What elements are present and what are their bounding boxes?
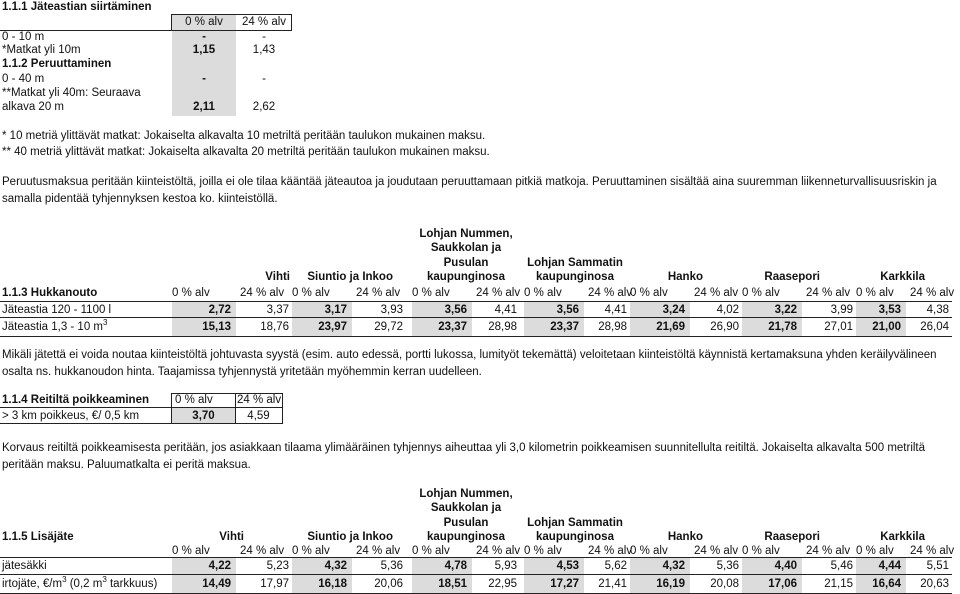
price-vat-24: 22,95 (488, 578, 517, 590)
price-vat-24: 26,90 (710, 321, 739, 333)
vat-0-header: 0 % alv (185, 16, 223, 28)
price-vat-24: 28,98 (598, 321, 627, 333)
price-vat-24: 26,04 (920, 321, 949, 333)
region-nummen: Lohjan Nummen, Saukkolan ja Pusulan kaupunginosa (419, 228, 513, 283)
vat-0-header: 0 % alv (172, 287, 210, 299)
divider (0, 423, 283, 424)
price-vat-24: 5,36 (380, 560, 403, 572)
divider (0, 336, 952, 337)
value-24: - (262, 73, 266, 85)
price-vat-0: 23,37 (550, 321, 579, 333)
region-hanko: Hanko (667, 531, 703, 543)
price-vat-0: 3,53 (878, 304, 901, 316)
vat-0-header: 0 % alv (412, 545, 450, 557)
vat-0-header: 0 % alv (172, 545, 210, 557)
price-vat-24: 17,97 (260, 578, 289, 590)
price-vat-24: 20,63 (920, 578, 949, 590)
value-0: - (202, 31, 206, 43)
vat-24-header: 24 % alv (694, 545, 739, 557)
price-vat-0: 4,53 (556, 560, 579, 572)
price-vat-24: 5,46 (830, 560, 853, 572)
divider (0, 557, 952, 558)
price-vat-24: 3,93 (380, 304, 403, 316)
price-vat-0: 2,72 (208, 304, 231, 316)
row-label: alkava 20 m (2, 101, 65, 113)
price-vat-24: 4,41 (604, 304, 627, 316)
route-note: Korvaus reitiltä poikkeamisesta peritään, jos asiakkaan tilaama ylimääräinen tyhjennys aiheuttaa yli 3,0 kilometrin poikkeamisen suunnitellulta reitiltä. Jokaiselta alkavalta 500 metriltä peritään maksu. Paluumatkalta ei peritä maksua. (2, 442, 926, 471)
region-sammatin: Lohjan Sammatin kaupunginosa (527, 517, 623, 544)
price-vat-0: 16,64 (872, 578, 901, 590)
price-vat-0: 3,17 (324, 304, 347, 316)
price-vat-24: 3,99 (830, 304, 853, 316)
price-vat-0: 23,97 (318, 321, 347, 333)
price-vat-0: 21,00 (872, 321, 901, 333)
price-vat-0: 4,40 (774, 560, 797, 572)
price-vat-24: 27,01 (824, 321, 853, 333)
value-0: - (202, 73, 206, 85)
region-siuntio: Siuntio ja Inkoo (307, 531, 393, 543)
region-vihti: Vihti (219, 531, 244, 543)
vat-24-header: 24 % alv (476, 545, 521, 557)
vat-0-header: 0 % alv (524, 287, 562, 299)
vat-0-header: 0 % alv (175, 394, 213, 406)
section-title-1-1-3: 1.1.3 Hukkanouto (2, 287, 98, 299)
divider (0, 407, 283, 408)
row-label: jätesäkki (2, 560, 47, 572)
vat-24-header: 24 % alv (588, 287, 633, 299)
reverse-note: Peruutusmaksua peritään kiinteistöltä, joilla ei ole tilaa kääntää jäteautoa ja joudutaan peruuttamaan pitkiä matkoja. Peruuttaminen sisältää aina suuremman liikenneturvallisuusriskin ja samalla pidentää tyhjennyksen kestoa ko. kiinteistöllä. (2, 176, 937, 205)
price-vat-0: 3,56 (444, 304, 467, 316)
price-vat-0: 18,51 (438, 578, 467, 590)
vat-24-header: 24 % alv (356, 287, 401, 299)
price-vat-24: 3,37 (266, 304, 289, 316)
vat-0-header: 0 % alv (856, 287, 894, 299)
row-label: 0 - 40 m (2, 73, 45, 85)
vat-0-header: 0 % alv (292, 545, 330, 557)
price-vat-0: 15,13 (202, 321, 231, 333)
price-vat-24: 29,72 (374, 321, 403, 333)
vat-24-header: 24 % alv (356, 545, 401, 557)
price-vat-24: 5,36 (716, 560, 739, 572)
vat-0-header: 0 % alv (742, 545, 780, 557)
price-vat-0: 16,18 (318, 578, 347, 590)
vat-0-header: 0 % alv (524, 545, 562, 557)
price-vat-24: 20,06 (374, 578, 403, 590)
price-vat-0: 23,37 (438, 321, 467, 333)
region-karkkila: Karkkila (880, 271, 925, 283)
divider (0, 317, 952, 318)
price-vat-24: 4,38 (926, 304, 949, 316)
region-vihti: Vihti (265, 271, 290, 283)
vat-24-header: 24 % alv (910, 287, 955, 299)
region-siuntio: Siuntio ja Inkoo (307, 271, 393, 283)
price-vat-0: 3,24 (662, 304, 685, 316)
price-vat-24: 18,76 (260, 321, 289, 333)
row-label: irtojäte, $€/m^3$ (0,2 $m^3$ tarkkuus) (2, 575, 158, 590)
price-vat-24: 5,93 (494, 560, 517, 572)
row-label: *Matkat yli 10m (2, 44, 81, 56)
section-title-1-1-5: 1.1.5 Lisäjäte (2, 531, 74, 543)
price-vat-0: 16,19 (656, 578, 685, 590)
region-hanko: Hanko (667, 271, 703, 283)
divider (282, 393, 283, 424)
price-vat-24: 5,23 (266, 560, 289, 572)
price-vat-0: 4,22 (208, 560, 231, 572)
divider (0, 301, 952, 302)
price-vat-24: 28,98 (488, 321, 517, 333)
price-vat-0: 21,69 (656, 321, 685, 333)
vat-0-header: 0 % alv (292, 287, 330, 299)
price-vat-24: 4,02 (716, 304, 739, 316)
vat-24-header: 24 % alv (806, 287, 851, 299)
price-vat-24: 21,41 (598, 578, 627, 590)
value-0: 1,15 (192, 44, 216, 56)
price-vat-0: 4,32 (324, 560, 347, 572)
region-nummen: Lohjan Nummen, Saukkolan ja Pusulan kaupunginosa (419, 488, 513, 543)
section-title-1-1-1: 1.1.1 Jäteastian siirtäminen (2, 1, 152, 13)
price-vat-24: 21,15 (824, 578, 853, 590)
region-sammatin: Lohjan Sammatin kaupunginosa (527, 257, 623, 284)
price-vat-0: 14,49 (202, 578, 231, 590)
section-title-1-1-2: 1.1.2 Peruuttaminen (2, 58, 112, 70)
hukkanouto-note: Mikäli jätettä ei voida noutaa kiinteistöltä johtuvasta syystä (esim. auto edessä, portti lukossa, lumityöt tekemättä) veloitetaan kiinteistöltä käynnistä kertamaksuna yhden keräilyvälineen osalta ns. hukkanoudon hinta. Taajamissa tyhjennystä yritetään myöhemmin kerran uudelleen. (2, 349, 937, 378)
price-vat-0: 17,06 (768, 578, 797, 590)
price-vat-0: 3,56 (556, 304, 579, 316)
value-0: 3,70 (192, 410, 215, 422)
vat-24-header: 24 % alv (694, 287, 739, 299)
value-0: 2,11 (193, 101, 215, 113)
footnote-2: ** 40 metriä ylittävät matkat: Jokaiselta alkavalta 20 metriltä peritään taulukon mukainen maksu. (2, 146, 490, 158)
value-24: 4,59 (247, 410, 270, 422)
price-vat-0: 17,27 (550, 578, 579, 590)
value-24: 1,43 (252, 44, 276, 56)
price-vat-0: 21,78 (768, 321, 797, 333)
row-label: 0 - 10 m (2, 31, 45, 43)
section-title-1-1-4: 1.1.4 Reitiltä poikkeaminen (2, 394, 150, 406)
vat-24-header: 24 % alv (240, 545, 285, 557)
vat-24-header: 24 % alv (910, 545, 955, 557)
region-raasepori: Raasepori (764, 531, 820, 543)
vat-24-header: 24 % alv (476, 287, 521, 299)
vat-24-header: 24 % alv (241, 16, 287, 28)
vat-24-header: 24 % alv (806, 545, 851, 557)
footnote-1: * 10 metriä ylittävät matkat: Jokaiselta alkavalta 10 metriltä peritään taulukon mukainen maksu. (2, 130, 486, 142)
vat-0-header: 0 % alv (856, 545, 894, 557)
region-karkkila: Karkkila (880, 531, 925, 543)
price-vat-24: 4,41 (494, 304, 517, 316)
value-24: - (262, 31, 266, 43)
row-label: Jäteastia 1,3 - 10 $m^3$ (2, 318, 108, 333)
price-vat-24: 5,51 (926, 560, 949, 572)
divider (0, 574, 952, 575)
value-24: 2,62 (252, 101, 276, 113)
vat-24-header: 24 % alv (237, 394, 282, 406)
price-vat-24: 20,08 (710, 578, 739, 590)
region-raasepori: Raasepori (764, 271, 820, 283)
row-label: **Matkat yli 40m: Seuraava (2, 87, 141, 99)
price-vat-0: 4,32 (662, 560, 685, 572)
row-label: > 3 km poikkeus, €/ 0,5 km (2, 410, 140, 422)
vat-24-header: 24 % alv (588, 545, 633, 557)
price-vat-0: 3,22 (774, 304, 797, 316)
row-label: Jäteastia 120 - 1100 l (2, 304, 112, 316)
vat-0-header: 0 % alv (412, 287, 450, 299)
vat-0-header: 0 % alv (742, 287, 780, 299)
vat-0-header: 0 % alv (630, 545, 668, 557)
price-vat-24: 5,62 (604, 560, 627, 572)
vat-0-header: 0 % alv (630, 287, 668, 299)
price-vat-0: 4,44 (878, 560, 901, 572)
vat-24-header: 24 % alv (240, 287, 285, 299)
price-vat-0: 4,78 (444, 560, 467, 572)
